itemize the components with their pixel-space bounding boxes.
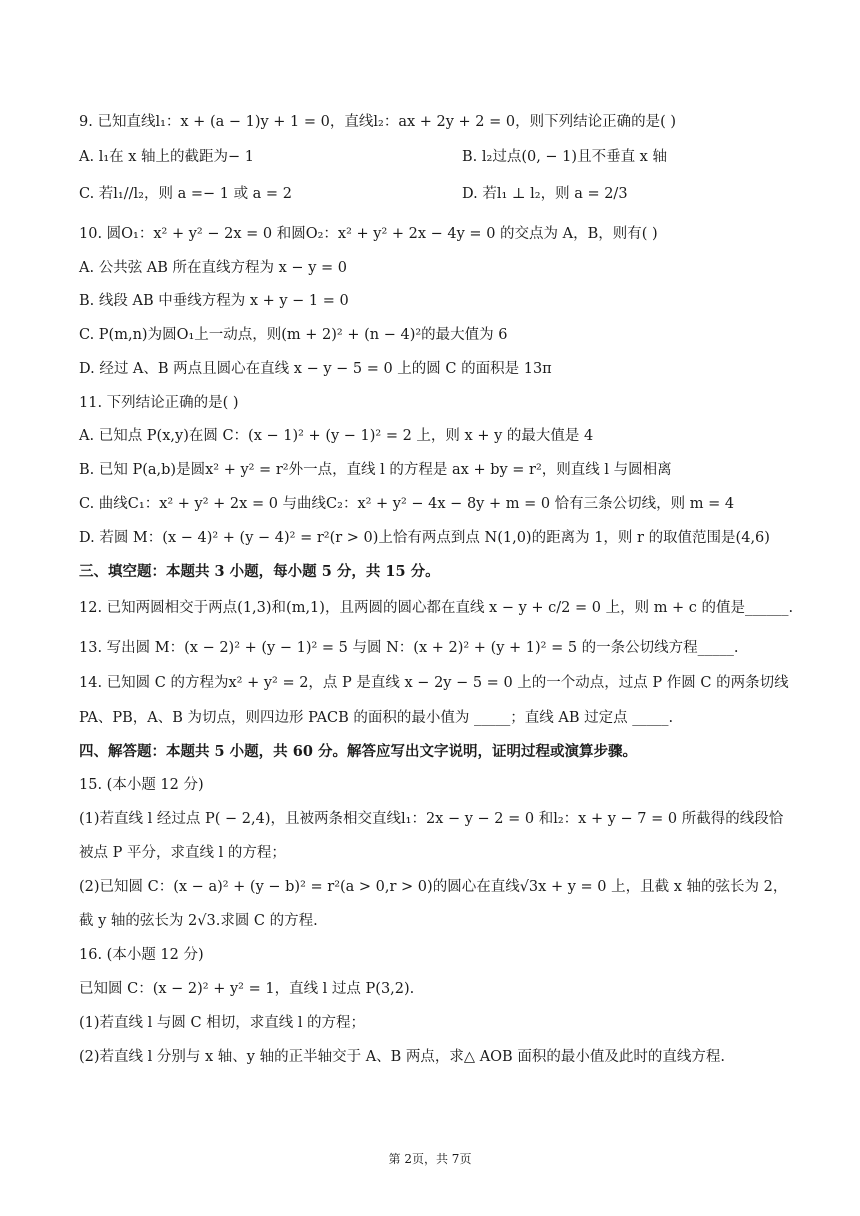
q10-option-a: A. 公共弦 AB 所在直线方程为 x − y = 0	[79, 260, 347, 276]
q10-option-d: D. 经过 A、B 两点且圆心在直线 x − y − 5 = 0 上的圆 C 的面积是 13π	[79, 361, 552, 377]
q13: 13. 写出圆 M：(x − 2)² + (y − 1)² = 5 与圆 N：(x + 2)² + (y + 1)² = 5 的一条公切线方程_____.	[79, 640, 739, 656]
q15-title: 15. (本小题 12 分)	[79, 777, 204, 793]
q14-line2: PA、PB，A、B 为切点，则四边形 PACB 的面积的最小值为 _____；直线 AB 过定点 _____.	[79, 710, 674, 726]
q9-options-row1	[79, 147, 800, 167]
q11-option-c: C. 曲线C₁：x² + y² + 2x = 0 与曲线C₂：x² + y² − 4x − 8y + m = 0 恰有三条公切线，则 m = 4	[79, 496, 735, 512]
q9-option-d: D. 若l₁ ⊥ l₂，则 a = 2/3	[462, 186, 628, 202]
q11-option-d: D. 若圆 M：(x − 4)² + (y − 4)² = r²(r > 0)上恰有两点到点 N(1,0)的距离为 1，则 r 的取值范围是(4,6)	[79, 530, 770, 546]
page-footer: 第 2页，共 7页	[388, 1152, 472, 1166]
q10-option-b: B. 线段 AB 中垂线方程为 x + y − 1 = 0	[79, 293, 349, 309]
q16-title: 16. (本小题 12 分)	[79, 947, 204, 963]
q15-part1-line1: (1)若直线 l 经过点 P( − 2,4)，且被两条相交直线l₁：2x − y − 2 = 0 和l₂：x + y − 7 = 0 所截得的线段恰	[79, 811, 784, 827]
q9-options-row2	[79, 184, 800, 204]
q10-option-c: C. P(m,n)为圆O₁上一动点，则(m + 2)² + (n − 4)²的最大值为 6	[79, 327, 508, 343]
q16-part1: (1)若直线 l 与圆 C 相切，求直线 l 的方程；	[79, 1015, 366, 1031]
q11-option-b: B. 已知 P(a,b)是圆x² + y² = r²外一点，直线 l 的方程是 ax + by = r²，则直线 l 与圆相离	[79, 462, 672, 478]
section-answer-heading: 四、解答题：本题共 5 小题，共 60 分。解答应写出文字说明，证明过程或演算步骤。	[79, 743, 637, 760]
q15-part1-line2: 被点 P 平分，求直线 l 的方程；	[79, 845, 286, 861]
q11-option-a: A. 已知点 P(x,y)在圆 C：(x − 1)² + (y − 1)² = 2 上，则 x + y 的最大值是 4	[79, 428, 594, 444]
q10-stem: 10. 圆O₁：x² + y² − 2x = 0 和圆O₂：x² + y² + 2x − 4y = 0 的交点为 A，B，则有( )	[79, 226, 658, 242]
section-fill-blank-heading: 三、填空题：本题共 3 小题，每小题 5 分，共 15 分。	[79, 563, 440, 580]
q15-part2-line1: (2)已知圆 C：(x − a)² + (y − b)² = r²(a > 0,r > 0)的圆心在直线√3x + y = 0 上，且截 x 轴的弦长为 2，	[79, 879, 788, 895]
q11-stem: 11. 下列结论正确的是( )	[79, 395, 239, 411]
q16-given: 已知圆 C：(x − 2)² + y² = 1，直线 l 过点 P(3,2).	[79, 981, 415, 997]
q15-part2-line2: 截 y 轴的弦长为 2√3.求圆 C 的方程.	[79, 913, 318, 929]
q16-part2: (2)若直线 l 分别与 x 轴、y 轴的正半轴交于 A、B 两点，求△ AOB 面积的最小值及此时的直线方程.	[79, 1049, 725, 1065]
q9-option-a: A. l₁在 x 轴上的截距为− 1	[79, 149, 255, 165]
q9-option-b: B. l₂过点(0, − 1)且不垂直 x 轴	[462, 149, 667, 165]
q9-stem: 9. 已知直线l₁：x + (a − 1)y + 1 = 0，直线l₂：ax + 2y + 2 = 0，则下列结论正确的是( )	[79, 114, 677, 130]
q9-option-c: C. 若l₁//l₂，则 a =− 1 或 a = 2	[79, 186, 292, 202]
q12: 12. 已知两圆相交于两点(1,3)和(m,1)，且两圆的圆心都在直线 x − y + c/2 = 0 上，则 m + c 的值是______.	[79, 600, 794, 616]
q14-line1: 14. 已知圆 C 的方程为x² + y² = 2，点 P 是直线 x − 2y − 5 = 0 上的一个动点，过点 P 作圆 C 的两条切线	[79, 675, 789, 691]
